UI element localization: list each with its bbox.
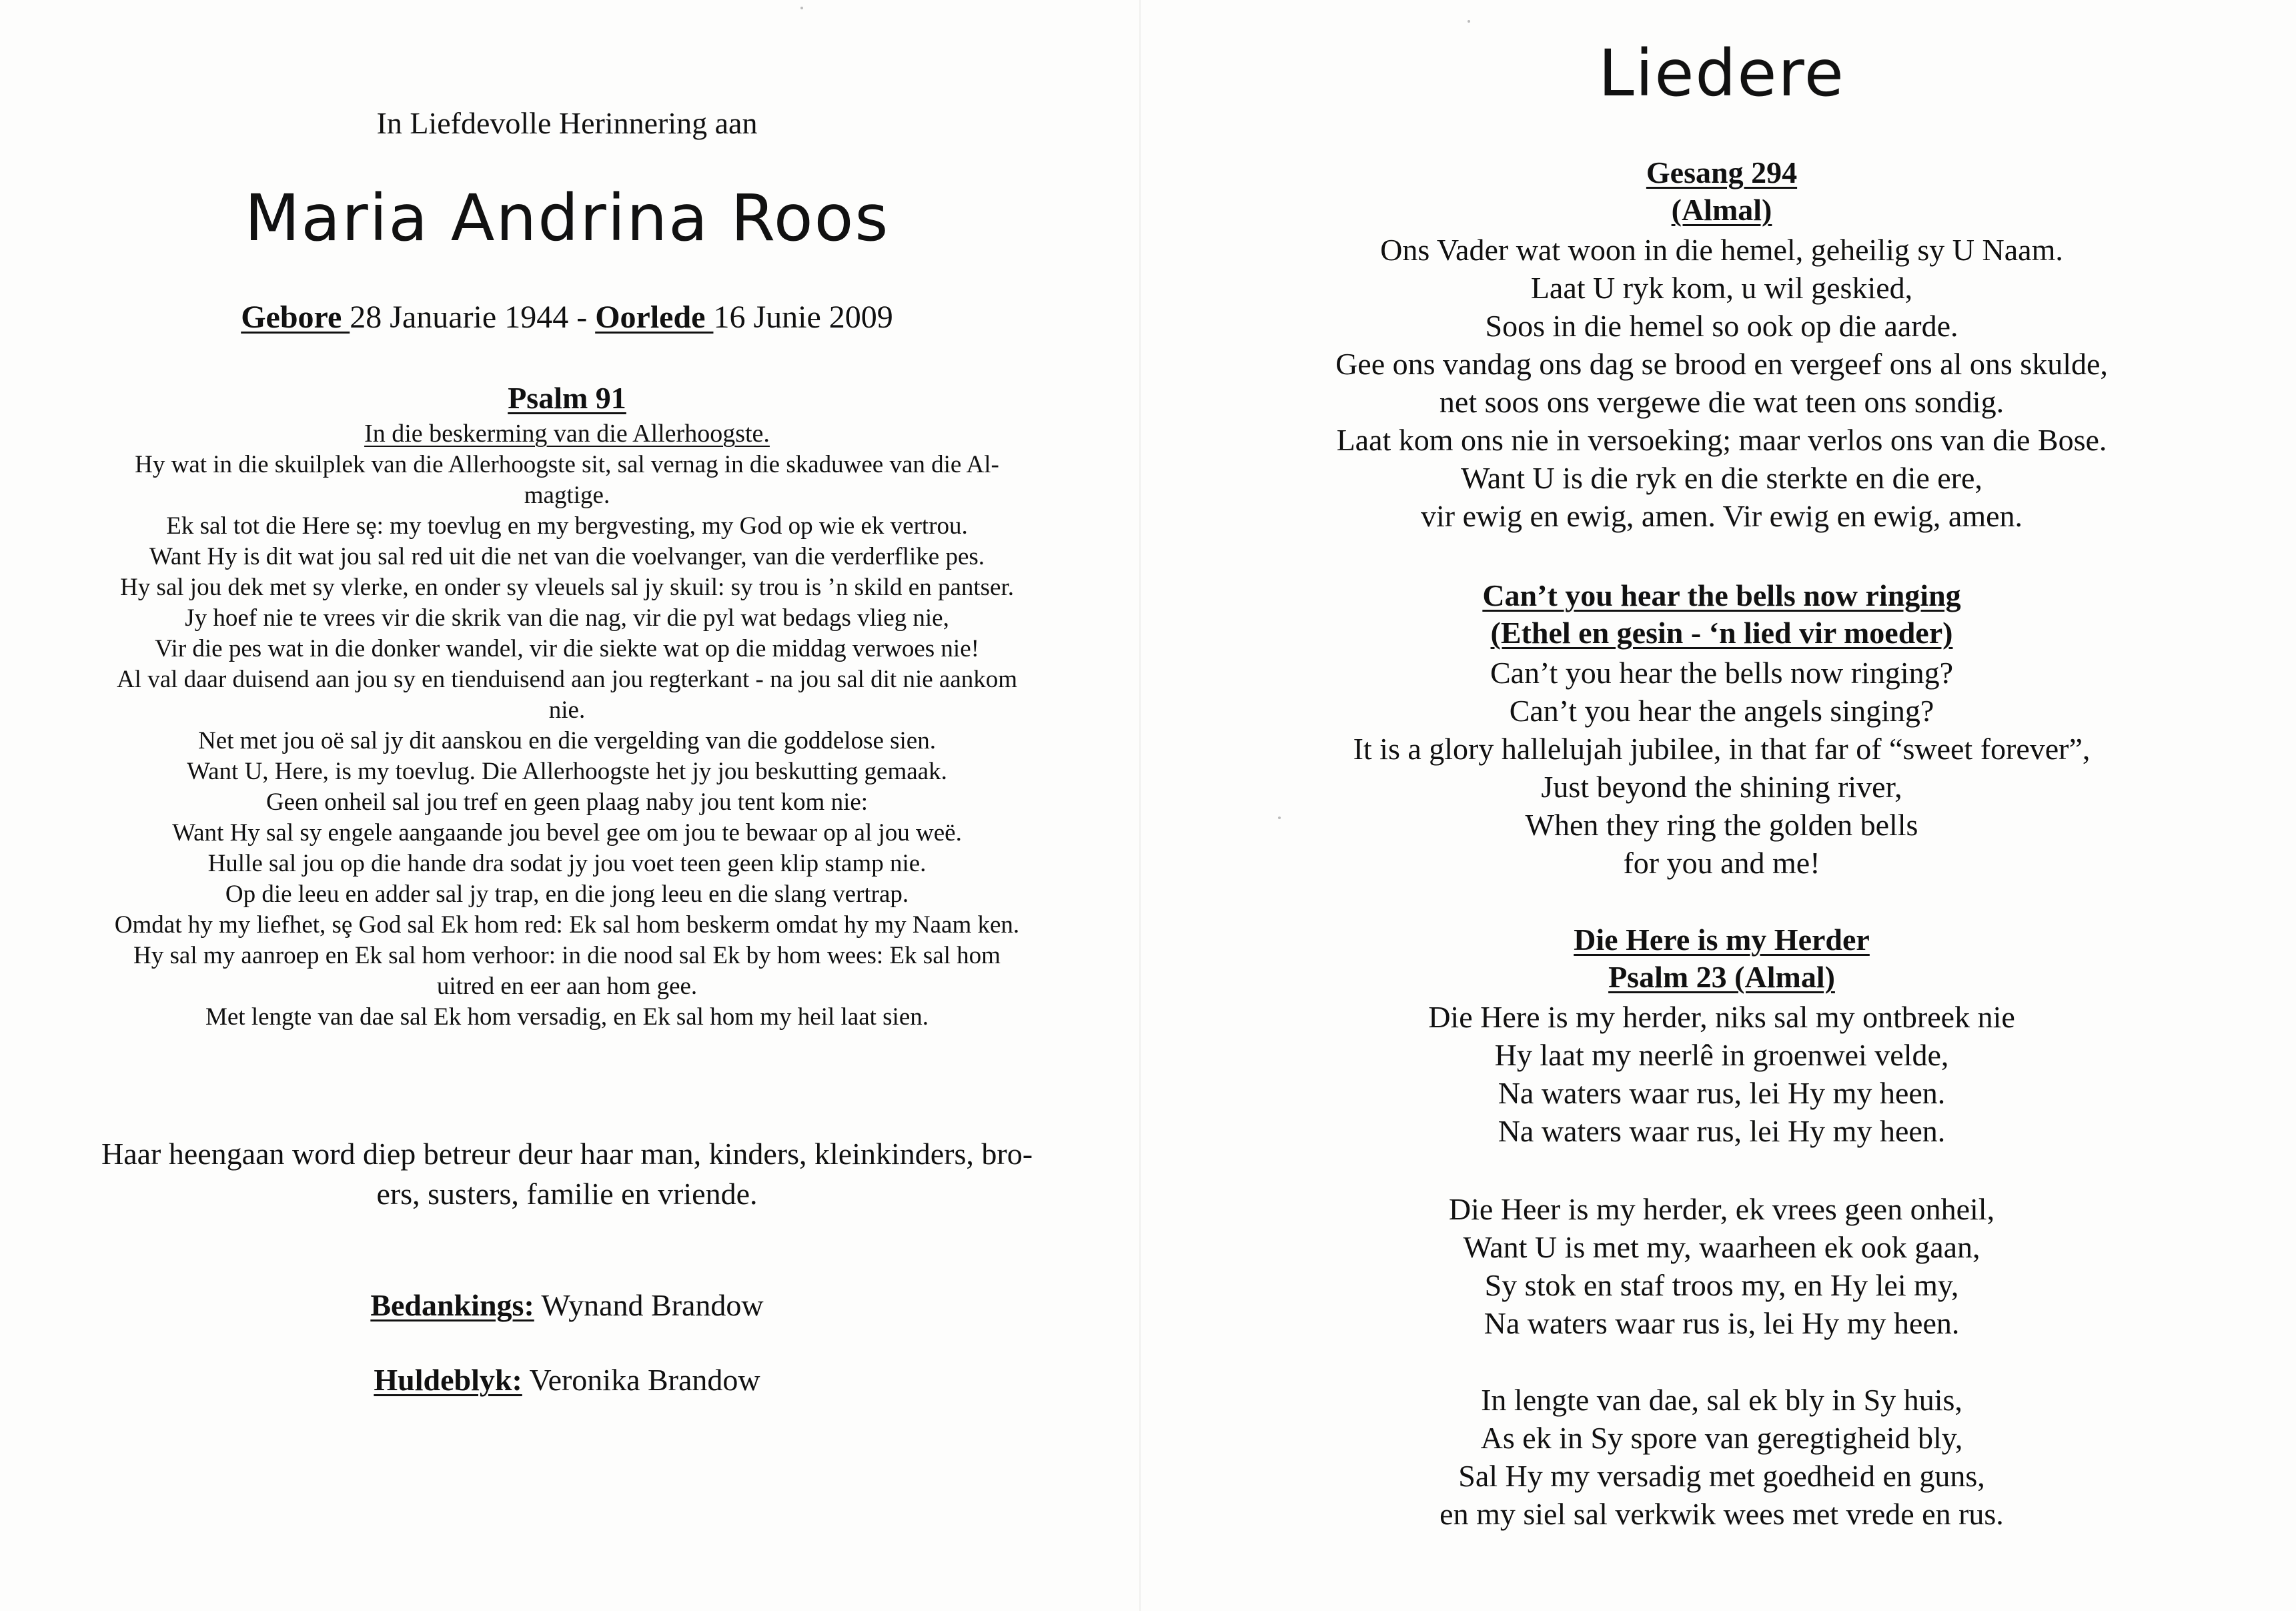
right-page <box>1147 0 2296 1611</box>
psalm-line: Hy wat in die skuilplek van die Allerhoogste sit, sal vernag in die skaduwee van die Al- <box>135 451 999 478</box>
song2-line: When they ring the golden bells <box>1525 808 1918 842</box>
born-date: 28 Januarie 1944 - <box>350 300 596 335</box>
deceased-name: Maria Andrina Roos <box>244 181 890 255</box>
song3-verse2 <box>1147 1190 2296 1342</box>
song3-verse1 <box>1147 998 2296 1150</box>
born-label: Gebore <box>241 300 350 335</box>
song3-line: Hy laat my neerlê in groenwei velde, <box>1494 1038 1949 1072</box>
songs-heading: Liedere <box>1598 36 1845 111</box>
song2-title: Can’t you hear the bells now ringing <box>1482 578 1961 612</box>
song3-verse3 <box>1147 1381 2296 1533</box>
psalm-line: Vir die pes wat in die donker wandel, vir die siekte wat op die middag verwoes nie! <box>155 635 979 662</box>
psalm-line: Op die leeu en adder sal jy trap, en die jong leeu en die slang vertrap. <box>225 881 909 908</box>
song2-line: It is a glory hallelujah jubilee, in that far of “sweet forever”, <box>1353 732 2091 766</box>
song1-line: vir ewig en ewig, amen. Vir ewig en ewig, amen. <box>1420 499 2023 533</box>
song3-line: In lengte van dae, sal ek bly in Sy huis, <box>1481 1383 1962 1417</box>
song3-line: Sal Hy my versadig met goedheid en guns, <box>1458 1459 1985 1493</box>
song1-line: Gee ons vandag ons dag se brood en vergeef ons al ons skulde, <box>1335 347 2108 381</box>
died-date: 16 Junie 2009 <box>713 300 893 335</box>
song2-subtitle: (Ethel en gesin - ‘n lied vir moeder) <box>1490 616 1953 650</box>
left-page <box>0 0 1134 1611</box>
song3-subtitle: Psalm 23 (Almal) <box>1608 960 1835 994</box>
mourning-line: ers, susters, familie en vriende. <box>376 1177 758 1211</box>
paper-speck <box>1468 20 1470 23</box>
song2-line: Can’t you hear the bells now ringing? <box>1490 656 1954 690</box>
died-label: Oorlede <box>595 300 714 335</box>
psalm-line: nie. <box>548 696 586 724</box>
song1-subtitle: (Almal) <box>1671 193 1772 227</box>
thanks-name: Wynand Brandow <box>534 1288 764 1322</box>
song1-line: Want U is die ryk en die sterkte en die ere, <box>1461 461 1982 495</box>
song1-line: Ons Vader wat woon in die hemel, geheilig sy U Naam. <box>1380 233 2063 267</box>
life-dates <box>0 299 1134 336</box>
psalm-line: Omdat hy my liefhet, sȩ God sal Ek hom red: Ek sal hom beskerm omdat hy my Naam ken. <box>114 911 1020 939</box>
psalm-line: Want U, Here, is my toevlug. Die Allerhoogste het jy jou beskutting gemaak. <box>187 758 947 785</box>
paper-speck <box>800 7 803 9</box>
psalm-line: Hulle sal jou op die hande dra sodat jy jou voet teen geen klip stamp nie. <box>207 850 927 877</box>
psalm-line: Met lengte van dae sal Ek hom versadig, en Ek sal hom my heil laat sien. <box>205 1003 929 1031</box>
psalm-line: Jy hoef nie te vrees vir die skrik van die nag, vir die pyl wat bedags vlieg nie, <box>185 604 949 632</box>
tribute-label: Huldeblyk: <box>374 1363 522 1397</box>
song3-line: Na waters waar rus is, lei Hy my heen. <box>1484 1306 1960 1340</box>
thanks-label: Bedankings: <box>370 1288 534 1322</box>
psalm-line: Net met jou oë sal jy dit aanskou en die vergelding van die goddelose sien. <box>198 727 936 754</box>
page-fold <box>1139 0 1141 1611</box>
psalm-line: Al val daar duisend aan jou sy en tienduisend aan jou regterkant - na jou sal dit nie aankom <box>116 666 1018 693</box>
song1-title: Gesang 294 <box>1646 155 1798 189</box>
psalm-title: Psalm 91 <box>508 381 626 415</box>
psalm-line: magtige. <box>524 482 610 509</box>
song3-line: en my siel sal verkwik wees met vrede en rus. <box>1440 1497 2004 1531</box>
song3-line: Sy stok en staf troos my, en Hy lei my, <box>1484 1268 1959 1302</box>
song3-line: Na waters waar rus, lei Hy my heen. <box>1498 1114 1946 1148</box>
song3-line: Na waters waar rus, lei Hy my heen. <box>1498 1076 1946 1110</box>
tribute-line <box>0 1362 1134 1398</box>
song2-line: for you and me! <box>1623 846 1820 880</box>
song3-line: Die Here is my herder, niks sal my ontbreek nie <box>1428 1000 2015 1034</box>
thanks-line <box>0 1287 1134 1323</box>
intro-text: In Liefdevolle Herinnering aan <box>376 106 758 140</box>
psalm-line: Ek sal tot die Here sȩ: my toevlug en my bergvesting, my God op wie ek vertrou. <box>166 512 968 540</box>
psalm-line: uitred en eer aan hom gee. <box>436 973 698 1000</box>
song1-line: net soos ons vergewe die wat teen ons sondig. <box>1439 385 2004 419</box>
song2-text <box>1147 654 2296 882</box>
psalm-line: Hy sal my aanroep en Ek sal hom verhoor: in die nood sal Ek by hom wees: Ek sal hom <box>133 942 1001 969</box>
psalm-line: Geen onheil sal jou tref en geen plaag naby jou tent kom nie: <box>265 788 869 816</box>
psalm-subtitle: In die beskerming van die Allerhoogste. <box>364 420 770 448</box>
tribute-name: Veronika Brandow <box>522 1363 760 1397</box>
psalm-line: Hy sal jou dek met sy vlerke, en onder sy vleuels sal jy skuil: sy trou is ’n skild en pantser. <box>119 574 1015 601</box>
song3-title: Die Here is my Herder <box>1574 923 1870 957</box>
song3-line: As ek in Sy spore van geregtigheid bly, <box>1480 1421 1963 1455</box>
song1-line: Laat U ryk kom, u wil geskied, <box>1530 271 1913 305</box>
mourning-line: Haar heengaan word diep betreur deur haar man, kinders, kleinkinders, bro- <box>101 1137 1033 1171</box>
psalm-line: Want Hy is dit wat jou sal red uit die net van die voelvanger, van die verderflike pes. <box>149 543 985 570</box>
song1-line: Soos in die hemel so ook op die aarde. <box>1485 309 1958 343</box>
paper-speck <box>1278 817 1281 819</box>
song1-text <box>1147 231 2296 535</box>
mourning-text <box>0 1134 1134 1214</box>
psalm-text <box>0 450 1134 1033</box>
song1-line: Laat kom ons nie in versoeking; maar verlos ons van die Bose. <box>1336 423 2107 457</box>
song3-line: Want U is met my, waarheen ek ook gaan, <box>1463 1230 1980 1264</box>
song2-line: Just beyond the shining river, <box>1541 770 1902 804</box>
song3-line: Die Heer is my herder, ek vrees geen onheil, <box>1448 1192 1995 1226</box>
song2-line: Can’t you hear the angels singing? <box>1509 694 1934 728</box>
psalm-line: Want Hy sal sy engele aangaande jou bevel gee om jou te bewaar op al jou weë. <box>172 819 962 847</box>
